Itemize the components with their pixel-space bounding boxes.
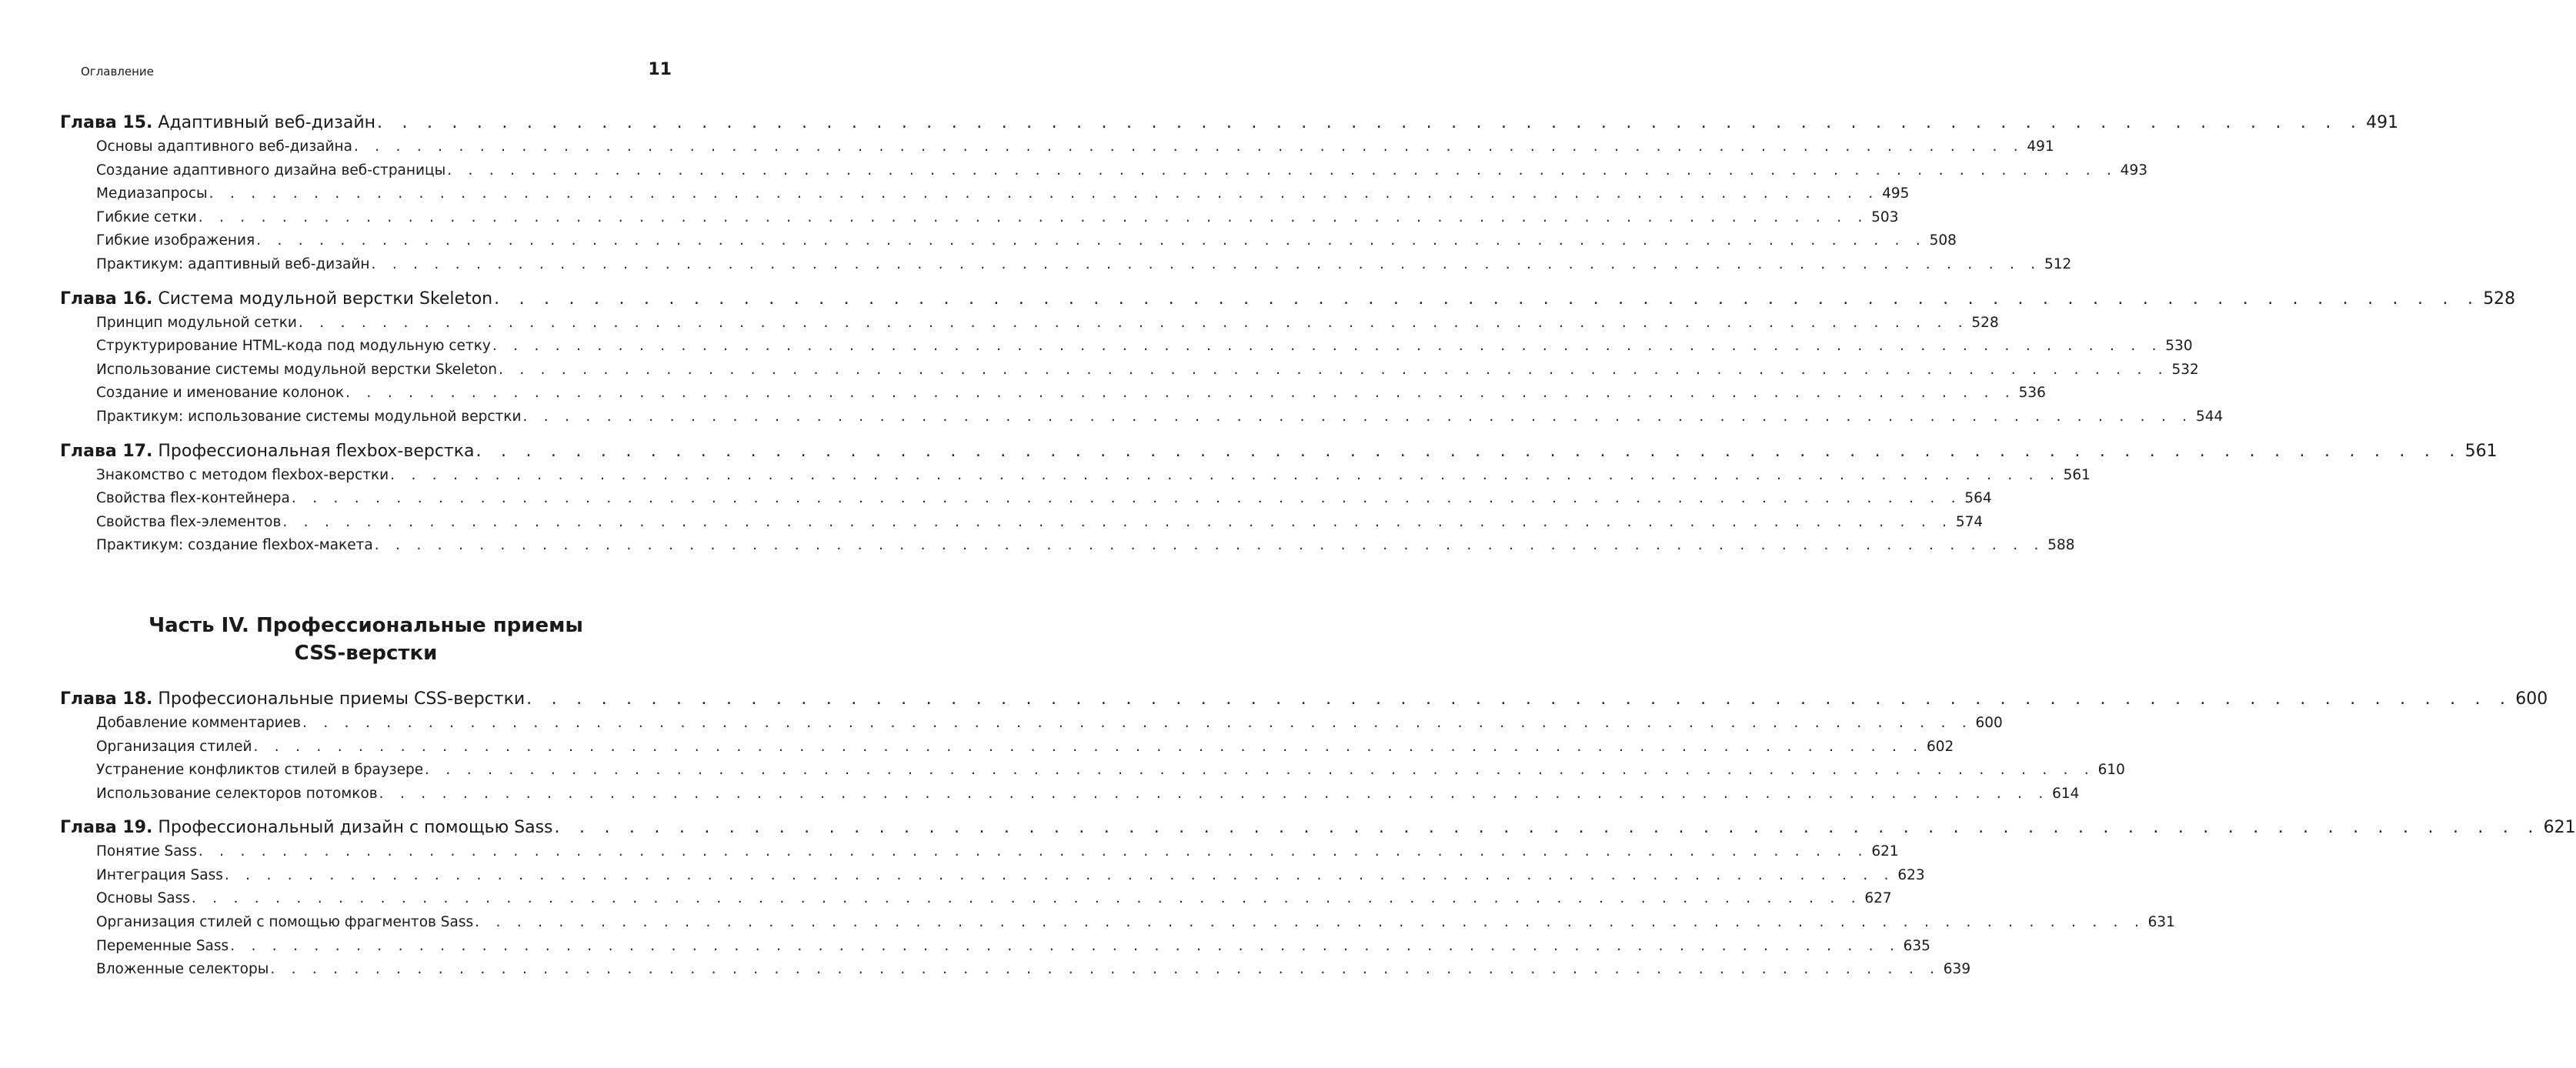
chapter-name: Профессиональный дизайн с помощью Sass (158, 818, 553, 838)
section-title: Устранение конфликтов стилей в браузере (96, 762, 424, 779)
chapter-label: Глава 19. (60, 818, 153, 838)
section-row[interactable] (60, 335, 2193, 359)
section-title: Медиазапросы (96, 185, 208, 202)
section-row[interactable] (60, 359, 2199, 382)
section-title: Понятие Sass (96, 843, 197, 860)
chapter-title (60, 439, 475, 464)
table-of-contents (60, 111, 2576, 992)
dot-leader (252, 736, 1926, 759)
section-title: Гибкие сетки (96, 209, 197, 225)
dot-leader (378, 783, 2052, 806)
dot-leader (255, 229, 1929, 253)
section-row[interactable] (60, 840, 1899, 864)
section-row[interactable] (60, 783, 2080, 806)
chapter-entry (60, 687, 2548, 806)
part-heading-line1: Часть IV. Профессиональные приемы (148, 613, 583, 637)
chapter-row[interactable] (60, 439, 2498, 464)
dot-leader (229, 935, 1903, 959)
section-page: 639 (1943, 961, 1971, 978)
section-title: Использование селекторов потомков (96, 785, 378, 802)
chapters-after-part (60, 687, 2576, 982)
section-page: 627 (1864, 890, 1892, 907)
chapter-page: 491 (2366, 113, 2399, 132)
section-page: 614 (2052, 785, 2080, 802)
section-row[interactable] (60, 487, 1992, 511)
section-page: 512 (2044, 255, 2072, 272)
section-page: 493 (2120, 162, 2147, 179)
dot-leader (475, 439, 2465, 464)
dot-leader (190, 887, 1864, 911)
section-row[interactable] (60, 911, 2175, 935)
section-title: Основы адаптивного веб-дизайна (96, 139, 352, 155)
chapter-title (60, 816, 553, 840)
section-row[interactable] (60, 887, 1892, 911)
section-row[interactable] (60, 206, 1899, 230)
dot-leader (352, 135, 2027, 159)
section-page: 564 (1964, 490, 1992, 507)
chapter-entry (60, 439, 2498, 558)
section-row[interactable] (60, 253, 2072, 277)
section-page: 503 (1871, 209, 1899, 225)
chapter-row[interactable] (60, 816, 2576, 840)
section-title: Структурирование HTML-кода под модульную сетку (96, 338, 491, 355)
chapter-label: Глава 18. (60, 689, 153, 709)
section-row[interactable] (60, 736, 1954, 759)
section-page: 561 (2063, 466, 2090, 483)
dot-leader (492, 287, 2483, 312)
chapter-label: Глава 16. (60, 289, 153, 309)
section-row[interactable] (60, 406, 2224, 429)
section-title: Организация стилей с помощью фрагментов Sass (96, 914, 474, 931)
section-title: Переменные Sass (96, 937, 229, 954)
section-page: 631 (2147, 914, 2175, 931)
section-row[interactable] (60, 534, 2075, 558)
chapter-entry (60, 111, 2399, 277)
section-row[interactable] (60, 229, 1957, 253)
dot-leader (521, 406, 2195, 429)
chapter-title (60, 687, 525, 712)
dot-leader (281, 511, 1955, 535)
dot-leader (373, 534, 2047, 558)
section-page: 544 (2195, 408, 2224, 425)
section-row[interactable] (60, 759, 2125, 783)
running-title: Оглавление (81, 65, 154, 78)
section-title: Свойства flex-контейнера (96, 490, 290, 507)
chapter-page: 528 (2483, 289, 2516, 309)
section-page: 621 (1871, 843, 1899, 860)
section-title: Принцип модульной сетки (96, 314, 297, 331)
dot-leader (290, 487, 1964, 511)
part-heading (60, 612, 672, 667)
section-page: 528 (1971, 314, 1999, 331)
chapter-entry (60, 287, 2516, 429)
page-number: 11 (648, 60, 672, 79)
chapter-label: Глава 17. (60, 441, 153, 461)
dot-leader (223, 864, 1897, 888)
chapter-entry (60, 816, 2576, 982)
section-row[interactable] (60, 935, 1930, 959)
dot-leader (197, 206, 1871, 230)
section-title: Создание и именование колонок (96, 385, 345, 402)
chapters-before-part (60, 111, 2516, 558)
chapter-name: Адаптивный веб-дизайн (158, 113, 376, 132)
dot-leader (389, 464, 2063, 488)
section-title: Практикум: создание flexbox-макета (96, 537, 373, 554)
section-title: Практикум: адаптивный веб-дизайн (96, 255, 370, 272)
chapter-row[interactable] (60, 687, 2548, 712)
chapter-row[interactable] (60, 287, 2516, 312)
section-title: Добавление комментариев (96, 714, 302, 731)
dot-leader (269, 958, 1943, 982)
chapter-title (60, 111, 375, 135)
section-page: 508 (1929, 232, 1957, 249)
section-page: 610 (2097, 762, 2125, 779)
section-page: 536 (2018, 385, 2046, 402)
section-page: 532 (2171, 361, 2199, 378)
section-row[interactable] (60, 182, 1910, 206)
section-page: 602 (1926, 738, 1954, 755)
section-title: Гибкие изображения (96, 232, 255, 249)
dot-leader (473, 911, 2147, 935)
chapter-name: Система модульной верстки Skeleton (158, 289, 493, 309)
section-page: 491 (2027, 139, 2054, 155)
section-title: Использование системы модульной верстки Skeleton (96, 361, 498, 378)
chapter-page: 561 (2464, 441, 2498, 461)
section-title: Создание адаптивного дизайна веб-страницы (96, 162, 446, 179)
chapter-name: Профессиональная flexbox-верстка (158, 441, 475, 461)
chapter-label: Глава 15. (60, 113, 153, 132)
section-title: Свойства flex-элементов (96, 513, 282, 530)
dot-leader (208, 182, 1882, 206)
dot-leader (497, 359, 2171, 382)
section-row[interactable] (60, 712, 2003, 736)
chapter-title (60, 287, 492, 312)
dot-leader (344, 382, 2018, 406)
dot-leader (553, 816, 2544, 840)
section-page: 530 (2165, 338, 2193, 355)
chapter-name: Профессиональные приемы CSS-верстки (158, 689, 526, 709)
dot-leader (370, 253, 2044, 277)
section-page: 635 (1903, 937, 1930, 954)
dot-leader (445, 159, 2120, 183)
section-page: 600 (1975, 714, 2003, 731)
section-row[interactable] (60, 312, 1999, 335)
chapter-page: 600 (2515, 689, 2548, 709)
dot-leader (375, 111, 2366, 135)
dot-leader (297, 312, 1971, 335)
chapter-page: 621 (2543, 818, 2576, 838)
section-row[interactable] (60, 511, 1984, 535)
section-title: Практикум: использование системы модульной верстки (96, 408, 522, 425)
section-row[interactable] (60, 135, 2054, 159)
section-page: 574 (1955, 513, 1984, 530)
section-page: 623 (1897, 866, 1925, 883)
section-title: Интеграция Sass (96, 866, 223, 883)
section-row[interactable] (60, 464, 2090, 488)
section-page: 495 (1882, 185, 1910, 202)
section-page: 588 (2047, 537, 2075, 554)
chapter-row[interactable] (60, 111, 2399, 135)
dot-leader (423, 759, 2097, 783)
dot-leader (491, 335, 2165, 359)
section-title: Основы Sass (96, 890, 190, 907)
section-title: Вложенные селекторы (96, 961, 269, 978)
section-row[interactable] (60, 159, 2147, 183)
section-title: Организация стилей (96, 738, 252, 755)
section-row[interactable] (60, 958, 1971, 982)
dot-leader (525, 687, 2515, 712)
dot-leader (197, 840, 1871, 864)
dot-leader (301, 712, 1975, 736)
section-row[interactable] (60, 864, 1925, 888)
part-heading-line2: CSS-верстки (294, 641, 438, 665)
section-row[interactable] (60, 382, 2046, 406)
section-title: Знакомство с методом flexbox-верстки (96, 466, 389, 483)
